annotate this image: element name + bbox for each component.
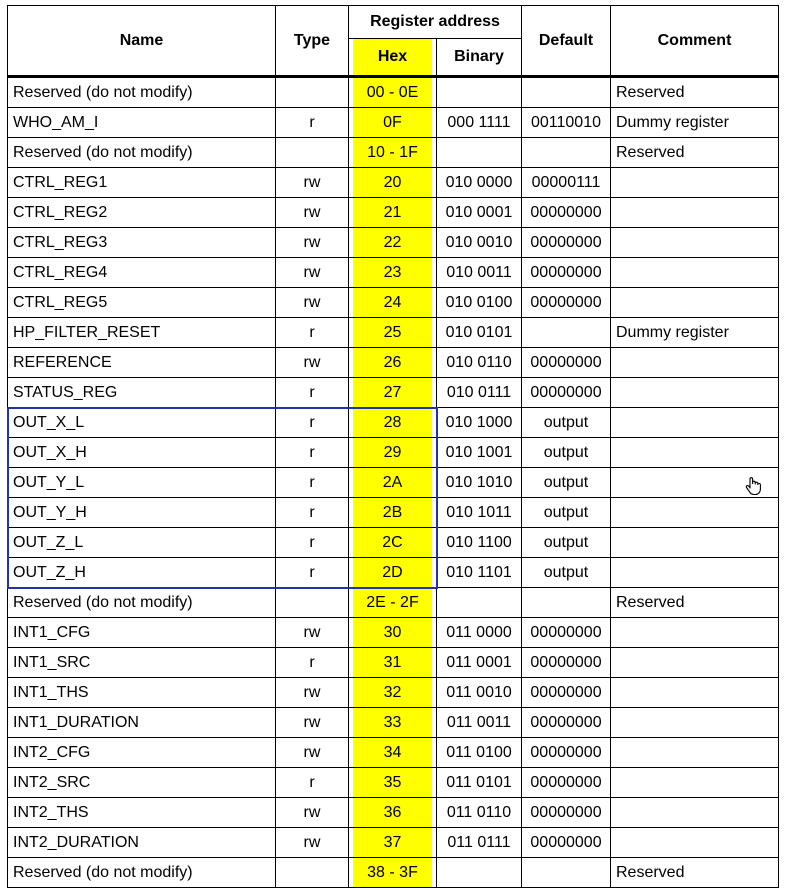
cell-binary: 010 0100 (437, 288, 522, 318)
table-row (8, 528, 779, 558)
table-row (8, 138, 779, 168)
cell-binary: 010 0101 (437, 318, 522, 348)
table-row (8, 618, 779, 648)
cell-type: r (276, 558, 349, 588)
cell-hex: 2E - 2F (349, 588, 437, 618)
cell-default: output (522, 498, 611, 528)
cell-comment (611, 228, 779, 258)
cell-binary (437, 138, 522, 168)
table-row (8, 348, 779, 378)
cell-comment: Dummy register (611, 318, 779, 348)
table-row (8, 678, 779, 708)
cell-default: 00000000 (522, 378, 611, 408)
cell-comment (611, 288, 779, 318)
cell-hex: 24 (349, 288, 437, 318)
cell-type: r (276, 498, 349, 528)
cell-comment: Reserved (611, 858, 779, 888)
cell-hex: 21 (349, 198, 437, 228)
cell-name: INT2_SRC (8, 768, 276, 798)
cell-type: rw (276, 348, 349, 378)
cell-binary: 000 1111 (437, 108, 522, 138)
cell-hex: 2A (349, 468, 437, 498)
cell-binary: 011 0001 (437, 648, 522, 678)
cell-binary: 010 1001 (437, 438, 522, 468)
cell-binary: 011 0100 (437, 738, 522, 768)
cell-comment (611, 258, 779, 288)
cell-default: 00000000 (522, 288, 611, 318)
cell-binary: 010 0111 (437, 378, 522, 408)
cell-comment (611, 168, 779, 198)
cell-hex: 0F (349, 108, 437, 138)
cell-default (522, 318, 611, 348)
cell-hex: 00 - 0E (349, 77, 437, 108)
cell-name: WHO_AM_I (8, 108, 276, 138)
cell-name: INT1_CFG (8, 618, 276, 648)
cell-default: 00000000 (522, 228, 611, 258)
cell-hex: 35 (349, 768, 437, 798)
cell-comment (611, 708, 779, 738)
cell-name: CTRL_REG3 (8, 228, 276, 258)
cell-type: rw (276, 258, 349, 288)
cell-default: 00000000 (522, 708, 611, 738)
cell-name: CTRL_REG5 (8, 288, 276, 318)
cell-binary: 010 1100 (437, 528, 522, 558)
cell-hex: 2C (349, 528, 437, 558)
cell-name: Reserved (do not modify) (8, 858, 276, 888)
cell-binary: 010 0010 (437, 228, 522, 258)
cell-hex: 38 - 3F (349, 858, 437, 888)
cell-name: Reserved (do not modify) (8, 588, 276, 618)
cell-hex: 22 (349, 228, 437, 258)
cell-name: INT1_SRC (8, 648, 276, 678)
table-row (8, 498, 779, 528)
cell-comment (611, 378, 779, 408)
cell-type: r (276, 408, 349, 438)
cell-hex: 33 (349, 708, 437, 738)
table-row (8, 198, 779, 228)
cell-name: CTRL_REG1 (8, 168, 276, 198)
cell-type: rw (276, 198, 349, 228)
col-header-hex: Hex (349, 39, 437, 77)
table-row (8, 228, 779, 258)
cell-default: 00000000 (522, 678, 611, 708)
cell-default (522, 858, 611, 888)
cell-hex: 31 (349, 648, 437, 678)
cell-name: INT2_CFG (8, 738, 276, 768)
cell-type: rw (276, 618, 349, 648)
hand-cursor-icon (744, 476, 762, 496)
cell-type: rw (276, 828, 349, 858)
register-rows (8, 77, 779, 888)
cell-comment (611, 768, 779, 798)
cell-default (522, 588, 611, 618)
cell-name: OUT_X_L (8, 408, 276, 438)
cell-comment (611, 498, 779, 528)
table-row (8, 648, 779, 678)
cell-default: output (522, 558, 611, 588)
cell-hex: 32 (349, 678, 437, 708)
cell-comment: Reserved (611, 77, 779, 108)
cell-name: OUT_X_H (8, 438, 276, 468)
cell-name: OUT_Y_L (8, 468, 276, 498)
cell-type: rw (276, 738, 349, 768)
cell-comment: Dummy register (611, 108, 779, 138)
cell-default: output (522, 468, 611, 498)
cell-comment (611, 198, 779, 228)
cell-type: r (276, 468, 349, 498)
cell-binary (437, 588, 522, 618)
cell-hex: 30 (349, 618, 437, 648)
cell-hex: 10 - 1F (349, 138, 437, 168)
cell-name: CTRL_REG2 (8, 198, 276, 228)
cell-default: 00000000 (522, 648, 611, 678)
cell-type: rw (276, 798, 349, 828)
cell-binary: 010 0001 (437, 198, 522, 228)
table-row (8, 858, 779, 888)
cell-binary: 010 0011 (437, 258, 522, 288)
table-row (8, 828, 779, 858)
cell-comment (611, 408, 779, 438)
cell-default: output (522, 408, 611, 438)
table-row (8, 798, 779, 828)
cell-binary: 010 0110 (437, 348, 522, 378)
cell-default: 00000000 (522, 258, 611, 288)
table-row (8, 708, 779, 738)
table-row (8, 738, 779, 768)
cell-binary: 010 1011 (437, 498, 522, 528)
cell-hex: 29 (349, 438, 437, 468)
cell-binary: 010 0000 (437, 168, 522, 198)
cell-default: 00000000 (522, 828, 611, 858)
cell-name: INT1_DURATION (8, 708, 276, 738)
cell-default: output (522, 438, 611, 468)
cell-name: INT1_THS (8, 678, 276, 708)
cell-type: r (276, 108, 349, 138)
cell-type (276, 138, 349, 168)
col-header-binary: Binary (437, 39, 522, 77)
cell-hex: 27 (349, 378, 437, 408)
cell-hex: 34 (349, 738, 437, 768)
cell-comment (611, 648, 779, 678)
cell-binary: 011 0011 (437, 708, 522, 738)
cell-type (276, 588, 349, 618)
cell-type: rw (276, 168, 349, 198)
cell-type (276, 77, 349, 108)
cell-name: OUT_Z_H (8, 558, 276, 588)
cell-hex: 2D (349, 558, 437, 588)
cell-type: r (276, 768, 349, 798)
cell-binary: 011 0111 (437, 828, 522, 858)
cell-type: r (276, 378, 349, 408)
cell-hex: 23 (349, 258, 437, 288)
cell-type: rw (276, 228, 349, 258)
cell-name: Reserved (do not modify) (8, 77, 276, 108)
cell-hex: 37 (349, 828, 437, 858)
cell-hex: 20 (349, 168, 437, 198)
cell-comment (611, 678, 779, 708)
cell-default (522, 138, 611, 168)
table-row (8, 258, 779, 288)
cell-default: 00000000 (522, 768, 611, 798)
register-table (7, 5, 779, 888)
cell-name: OUT_Z_L (8, 528, 276, 558)
table-row (8, 318, 779, 348)
cell-default (522, 77, 611, 108)
table-row (8, 438, 779, 468)
cell-comment (611, 798, 779, 828)
cell-default: 00000000 (522, 738, 611, 768)
cell-comment: Reserved (611, 588, 779, 618)
table-row (8, 588, 779, 618)
cell-binary: 011 0010 (437, 678, 522, 708)
cell-default: 00000000 (522, 348, 611, 378)
cell-type: r (276, 318, 349, 348)
register-table-container (7, 5, 778, 881)
table-row (8, 288, 779, 318)
table-row (8, 378, 779, 408)
table-row (8, 768, 779, 798)
cell-comment (611, 438, 779, 468)
table-row (8, 77, 779, 108)
cell-default: 00000000 (522, 618, 611, 648)
cell-hex: 2B (349, 498, 437, 528)
cell-name: INT2_DURATION (8, 828, 276, 858)
cell-name: OUT_Y_H (8, 498, 276, 528)
cell-comment (611, 348, 779, 378)
cell-type (276, 858, 349, 888)
col-header-register-address: Register address (349, 6, 522, 39)
cell-default: 00000000 (522, 198, 611, 228)
cell-binary: 011 0110 (437, 798, 522, 828)
cell-comment (611, 738, 779, 768)
cell-name: STATUS_REG (8, 378, 276, 408)
cell-binary (437, 858, 522, 888)
cell-type: r (276, 648, 349, 678)
cell-binary: 010 1000 (437, 408, 522, 438)
cell-default: output (522, 528, 611, 558)
cell-type: rw (276, 708, 349, 738)
cell-default: 00110010 (522, 108, 611, 138)
cell-name: Reserved (do not modify) (8, 138, 276, 168)
cell-type: rw (276, 678, 349, 708)
col-header-type: Type (276, 6, 349, 77)
cell-hex: 28 (349, 408, 437, 438)
cell-default: 00000111 (522, 168, 611, 198)
col-header-default: Default (522, 6, 611, 77)
cell-binary: 011 0101 (437, 768, 522, 798)
cell-hex: 25 (349, 318, 437, 348)
cell-binary: 010 1101 (437, 558, 522, 588)
cell-default: 00000000 (522, 798, 611, 828)
cell-name: CTRL_REG4 (8, 258, 276, 288)
cell-name: REFERENCE (8, 348, 276, 378)
cell-comment (611, 828, 779, 858)
cell-comment (611, 558, 779, 588)
table-row (8, 468, 779, 498)
cell-type: rw (276, 288, 349, 318)
table-row (8, 558, 779, 588)
table-row (8, 108, 779, 138)
cell-binary: 011 0000 (437, 618, 522, 648)
cell-name: INT2_THS (8, 798, 276, 828)
cell-binary (437, 77, 522, 108)
table-row (8, 168, 779, 198)
cell-type: r (276, 528, 349, 558)
col-header-name: Name (8, 6, 276, 77)
col-header-comment: Comment (611, 6, 779, 77)
cell-name: HP_FILTER_RESET (8, 318, 276, 348)
table-row (8, 408, 779, 438)
cell-comment: Reserved (611, 138, 779, 168)
cell-hex: 26 (349, 348, 437, 378)
cell-comment (611, 528, 779, 558)
cell-binary: 010 1010 (437, 468, 522, 498)
cell-type: r (276, 438, 349, 468)
cell-comment (611, 618, 779, 648)
cell-hex: 36 (349, 798, 437, 828)
